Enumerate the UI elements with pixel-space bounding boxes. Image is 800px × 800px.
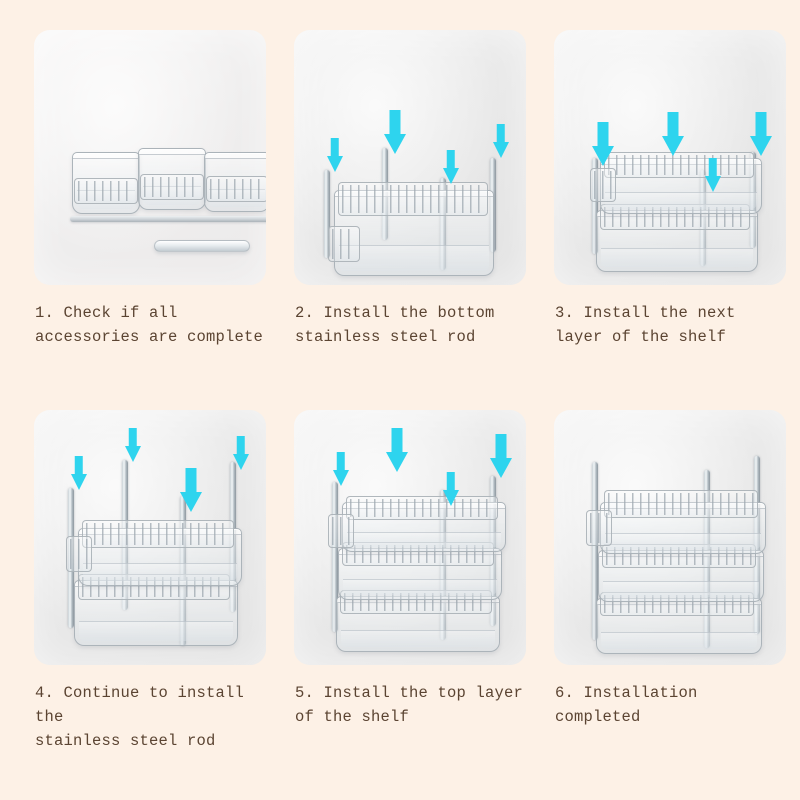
step-4-caption — [33, 681, 267, 753]
step-6-caption-line1: 6. Installation completed — [555, 684, 698, 727]
step-3-caption-line1: 3. Install the next — [555, 304, 736, 322]
step-2-caption-line1: 2. Install the bottom — [295, 304, 495, 322]
assembly-arrow — [326, 138, 343, 172]
step-3-caption — [553, 301, 787, 349]
tray-rail-back — [82, 520, 234, 548]
step-4-illustration — [34, 410, 266, 665]
assembly-arrow — [232, 436, 249, 470]
tray-rail — [206, 176, 266, 202]
assembly-arrow — [332, 452, 349, 486]
step-2-caption — [293, 301, 527, 349]
step-5-illustration — [294, 410, 526, 665]
step-4-caption-line2: stainless steel rod — [35, 732, 216, 751]
assembly-arrow — [384, 110, 406, 154]
assembly-arrow — [492, 124, 509, 158]
tray-base-edge — [70, 216, 266, 222]
step-4-image — [34, 410, 266, 665]
step-6-caption — [553, 681, 787, 729]
step-card-1 — [20, 18, 280, 398]
step-5-caption — [293, 681, 527, 729]
tray-rail-back — [346, 496, 498, 520]
step-1-caption-line2: accessories are complete — [35, 328, 264, 347]
assembly-arrow — [124, 428, 141, 462]
step-2-image — [294, 30, 526, 285]
tray-rail-side — [586, 510, 612, 546]
tray-rail-side — [66, 536, 92, 572]
step-1-illustration — [34, 30, 266, 285]
step-2-illustration — [294, 30, 526, 285]
step-4-caption-line1: 4. Continue to install the — [35, 684, 245, 727]
step-card-4 — [20, 398, 280, 778]
tray-rail-back — [604, 490, 758, 518]
tray-rail-back — [338, 182, 488, 216]
step-3-image — [554, 30, 786, 285]
step-1-caption — [33, 301, 267, 349]
assembly-arrow — [490, 434, 512, 478]
step-5-image — [294, 410, 526, 665]
step-2-caption-line2: stainless steel rod — [295, 328, 476, 347]
assembly-arrow — [70, 456, 87, 490]
assembly-arrow — [704, 158, 721, 192]
step-5-caption-line2: of the shelf — [295, 708, 410, 727]
step-card-3 — [540, 18, 800, 398]
step-5-caption-line1: 5. Install the top layer — [295, 684, 524, 702]
step-3-illustration — [554, 30, 786, 285]
assembly-arrow — [442, 472, 459, 506]
assembly-arrow — [386, 428, 408, 472]
step-card-2 — [280, 18, 540, 398]
step-6-image — [554, 410, 786, 665]
step-1-image — [34, 30, 266, 285]
tray-rail — [74, 178, 138, 204]
assembly-arrow — [750, 112, 772, 156]
step-card-6 — [540, 398, 800, 778]
stainless-steel-rod-part — [154, 240, 250, 252]
step-card-5 — [280, 398, 540, 778]
tray-rail — [140, 174, 204, 200]
step-6-illustration — [554, 410, 786, 665]
step-3-caption-line2: layer of the shelf — [555, 328, 727, 347]
tray-rail-front — [328, 226, 360, 262]
assembly-arrow — [180, 468, 202, 512]
tray-rail-side — [328, 514, 354, 548]
tray-rail-side — [590, 168, 616, 202]
assembly-arrow — [662, 112, 684, 156]
assembly-arrow — [592, 122, 614, 166]
assembly-arrow — [442, 150, 459, 184]
step-1-caption-line1: 1. Check if all — [35, 304, 178, 322]
